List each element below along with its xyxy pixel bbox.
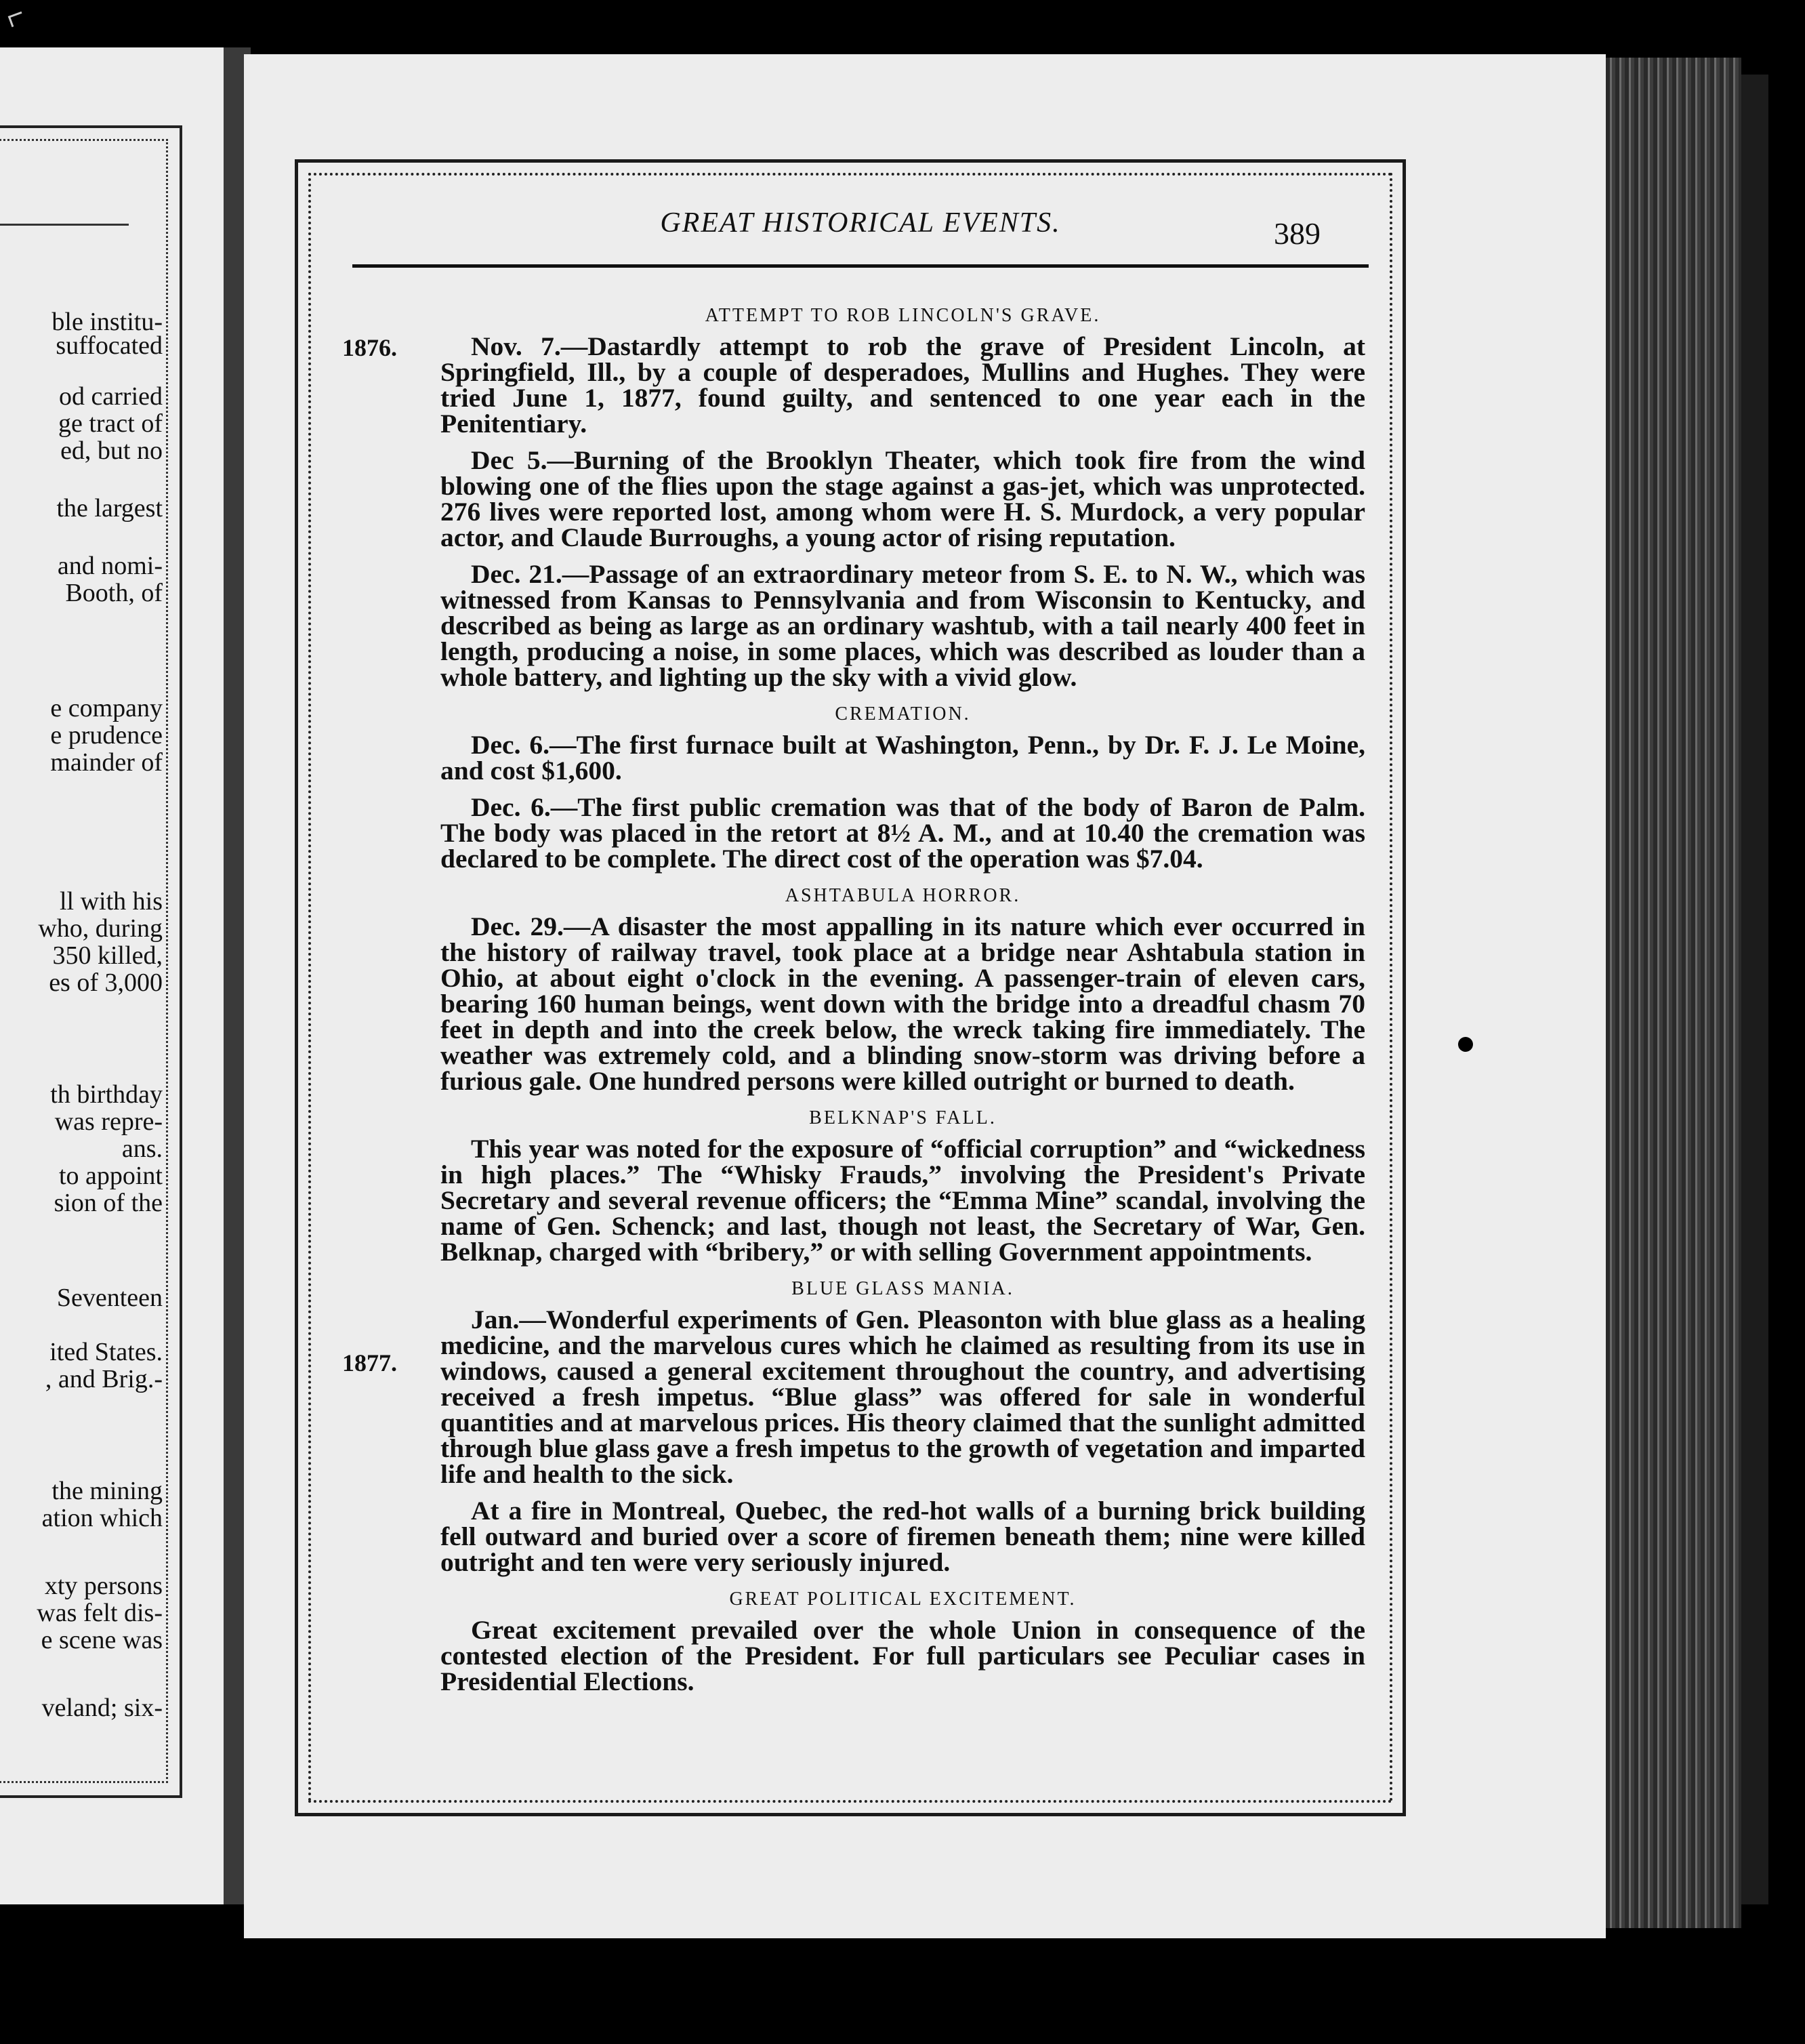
year-1876: 1876. (342, 334, 397, 361)
left-page-line: sion of the (54, 1189, 163, 1217)
page-body (440, 298, 1365, 1705)
ink-dot (1458, 1037, 1473, 1052)
corner-mark (8, 12, 26, 27)
left-page-line: xty persons (44, 1572, 163, 1599)
paragraph-montreal-fire: At a fire in Montreal, Quebec, the red-hot walls of a burning brick building fell outward and buried over a score of firemen beneath them; nine were killed outright and ten were very seriously injured. (440, 1496, 1365, 1577)
left-page-line: was felt dis- (37, 1599, 163, 1627)
paragraph-meteor: Dec. 21.—Passage of an extraordinary meteor from S. E. to N. W., which was witnessed from Kansas to Pennsylvania and from Wisconsin to Kentucky, and described as being as large as an ordinary washtub, with a tail nearly 400 feet in length, producing a noise, in some places, which was described as louder than a whole battery, and lighting up the sky with a vivid glow. (440, 559, 1365, 692)
left-page-line: mainder of (50, 749, 163, 776)
page-edges (1606, 58, 1741, 1928)
left-page-line: e prudence (50, 722, 163, 749)
left-page-line: e scene was (41, 1627, 163, 1654)
paragraph-belknap: This year was noted for the exposure of “official corruption” and “wickedness in high places.” The “Whisky Frauds,” involving the President's Private Secretary and several revenue officers; the “Emma Mine” scandal, involving the name of Gen. Schenck; and last, though not least, the Secretary of War, Gen. Belknap, charged with “bribery,” or with selling Government appointments. (440, 1134, 1365, 1267)
left-page-line: od carried (59, 383, 163, 410)
left-page-line: th birthday (50, 1081, 163, 1108)
left-page-line: ation which (41, 1505, 163, 1532)
left-page-line: 350 killed, (52, 942, 163, 969)
left-page-line: ited States. (49, 1338, 163, 1366)
left-page-line: veland; six- (41, 1694, 163, 1721)
section-heading-blue-glass: BLUE GLASS MANIA. (791, 1278, 1014, 1299)
left-page-line: the largest (56, 495, 163, 522)
left-page-line: ll with his (59, 888, 163, 915)
left-page-line: , and Brig.- (45, 1366, 163, 1393)
paragraph-first-cremation: Dec. 6.—The first public cremation was that of the body of Baron de Palm. The body was placed in the retort at 8½ A. M., and at 10.40 the cremation was declared to be complete. The direct cost of the operation was $7.04. (440, 792, 1365, 874)
header-rule (352, 264, 1369, 268)
left-page-line: Booth, of (65, 579, 163, 607)
left-page-line: e company (50, 695, 163, 722)
section-heading-lincoln: ATTEMPT TO ROB LINCOLN'S GRAVE. (705, 305, 1101, 326)
left-page-line: Seventeen (56, 1284, 163, 1311)
left-page-line: ed, but no (60, 437, 163, 464)
left-page-line: ans. (121, 1135, 163, 1162)
left-page-line: the mining (51, 1477, 163, 1505)
left-page-line: was repre- (54, 1108, 163, 1135)
left-page-rule (0, 224, 129, 226)
left-page-line: suffocated (56, 332, 163, 359)
section-heading-belknap: BELKNAP'S FALL. (809, 1107, 997, 1128)
page-number: 389 (1274, 216, 1321, 251)
paragraph-brooklyn-theater: Dec 5.—Burning of the Brooklyn Theater, which took fire from the wind blowing one of the flies upon the stage against a gas-jet, which was unprotected. 276 lives were reported lost, among whom were H. S. Murdock, a very popular actor, and Claude Burroughs, a young actor of rising reputation. (440, 445, 1365, 552)
left-page-line: es of 3,000 (49, 969, 163, 996)
book-cover-edge (1741, 75, 1768, 1904)
paragraph-furnace: Dec. 6.—The first furnace built at Washington, Penn., by Dr. F. J. Le Moine, and cost $1,600. (440, 730, 1365, 785)
paragraph-political-excitement: Great excitement prevailed over the whole Union in consequence of the contested election of the President. For full particulars see Peculiar cases in Presidential Elections. (440, 1615, 1365, 1696)
paragraph-ashtabula: Dec. 29.—A disaster the most appalling in its nature which ever occurred in the history of railway travel, took place at a bridge near Ashtabula station in Ohio, at about eight o'clock in the evening. A passenger-train of eleven cars, bearing 160 human beings, went down with the bridge into a dreadful chasm 70 feet in depth and into the creek below, the wreck taking fire immediately. The weather was extremely cold, and a blinding snow-storm was driving before a furious gale. One hundred persons were killed outright or burned to death. (440, 912, 1365, 1096)
left-page-line: who, during (38, 915, 163, 942)
left-page-line: to appoint (58, 1162, 163, 1189)
section-heading-ashtabula: ASHTABULA HORROR. (785, 885, 1021, 906)
paragraph-lincoln-grave: Nov. 7.—Dastardly attempt to rob the grave of President Lincoln, at Springfield, Ill., by a couple of desperadoes, Mullins and Hughes. They were tried June 1, 1877, found guilty, and sentenced to one year each in the Penitentiary. (440, 331, 1365, 438)
section-heading-cremation: CREMATION. (835, 703, 971, 724)
section-heading-political: GREAT POLITICAL EXCITEMENT. (729, 1589, 1077, 1610)
left-page-line: ble institu- (51, 308, 163, 335)
running-head-title: GREAT HISTORICAL EVENTS. (660, 207, 1061, 239)
paragraph-blue-glass: Jan.—Wonderful experiments of Gen. Pleasonton with blue glass as a healing medicine, and the marvelous cures which he claimed as resulting from its use in windows, caused a general excitement throughout the country, and advertising received a fresh impetus. “Blue glass” was offered for sale in wonderful quantities and at marvelous prices. His theory claimed that the sunlight admitted through blue glass gave a fresh impetus to the growth of vegetation and imparted life and health to the sick. (440, 1305, 1365, 1489)
left-page-line: and nomi- (57, 552, 163, 579)
left-page-line: ge tract of (58, 410, 163, 437)
year-1877: 1877. (342, 1349, 397, 1376)
